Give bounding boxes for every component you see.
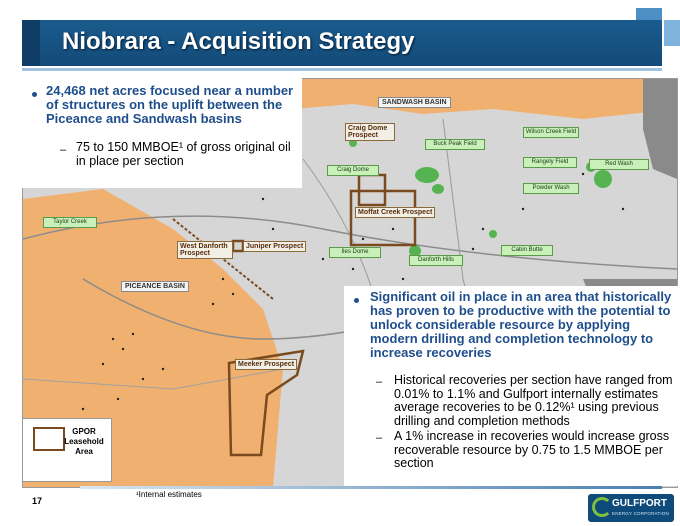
field-label: Red Wash (589, 159, 649, 170)
bullet-main-top: 24,468 net acres focused near a number of structures on the uplift between the Piceance and Sandwash basins (46, 83, 294, 126)
prospect-craig-dome: Craig Dome Prospect (345, 123, 395, 141)
field-label: Taylor Creek (43, 217, 97, 228)
logo-mark-icon (592, 497, 612, 517)
bullet-sub-top: 75 to 150 MMBOE¹ of gross original oil in place per section (76, 140, 291, 168)
field-label: Wilson Creek Field (523, 127, 579, 138)
page-title: Niobrara - Acquisition Strategy (62, 28, 415, 55)
header (0, 0, 680, 68)
footer-divider (80, 486, 662, 489)
logo-name: GULFPORT (612, 498, 667, 509)
sandwash-basin-label: SANDWASH BASIN (378, 97, 451, 108)
field-label: Buck Peak Field (425, 139, 485, 150)
prospect-juniper: Juniper Prospect (243, 241, 306, 252)
header-accent-2 (664, 20, 680, 46)
prospect-moffat-creek: Moffat Creek Prospect (355, 207, 435, 218)
bullet-dot (354, 298, 359, 303)
bullet-sub-bottom-2: A 1% increase in recoveries would increase gross recoverable resource by 0.75 to 1.5 MMBOE per section (394, 429, 670, 470)
page-number: 17 (32, 496, 43, 506)
title-stripe (22, 20, 40, 66)
bullet-sub-bottom-1: Historical recoveries per section have ranged from 0.01% to 1.1% and Gulfport internally estimates average recoveries to be 0.12%¹ using previous drilling and completion methods (394, 373, 673, 428)
bullet-dash: – (376, 376, 383, 388)
field-label: Powder Wash (523, 183, 579, 194)
field-label: Cabin Butte (501, 245, 553, 256)
logo-subtitle: ENERGY CORPORATION (612, 511, 669, 516)
gulfport-logo (588, 494, 674, 522)
legend-label: GPOR Leasehold Area (64, 427, 104, 456)
title-underline (22, 68, 662, 71)
map-legend (22, 418, 112, 482)
piceance-basin-label: PICEANCE BASIN (121, 281, 189, 292)
bullet-dot (32, 92, 37, 97)
field-label: Danforth Hills (409, 255, 463, 266)
title-bar (22, 20, 662, 66)
footnote: ¹Internal estimates (136, 490, 202, 499)
field-label: Iles Dome (329, 247, 381, 258)
bottom-bullet-panel (344, 286, 680, 486)
prospect-meeker: Meeker Prospect (235, 359, 297, 370)
prospect-west-danforth: West Danforth Prospect (177, 241, 233, 259)
field-label: Craig Dome (327, 165, 379, 176)
field-label: Rangely Field (523, 157, 577, 168)
bullet-dash: – (376, 432, 383, 444)
top-bullet-panel (22, 78, 302, 188)
bullet-main-bottom: Significant oil in place in an area that historically has proven to be productive with the potential to unlock considerable resource by applying modern drilling and completion technology to increase recoveries (370, 289, 672, 360)
bullet-dash: – (60, 144, 67, 156)
